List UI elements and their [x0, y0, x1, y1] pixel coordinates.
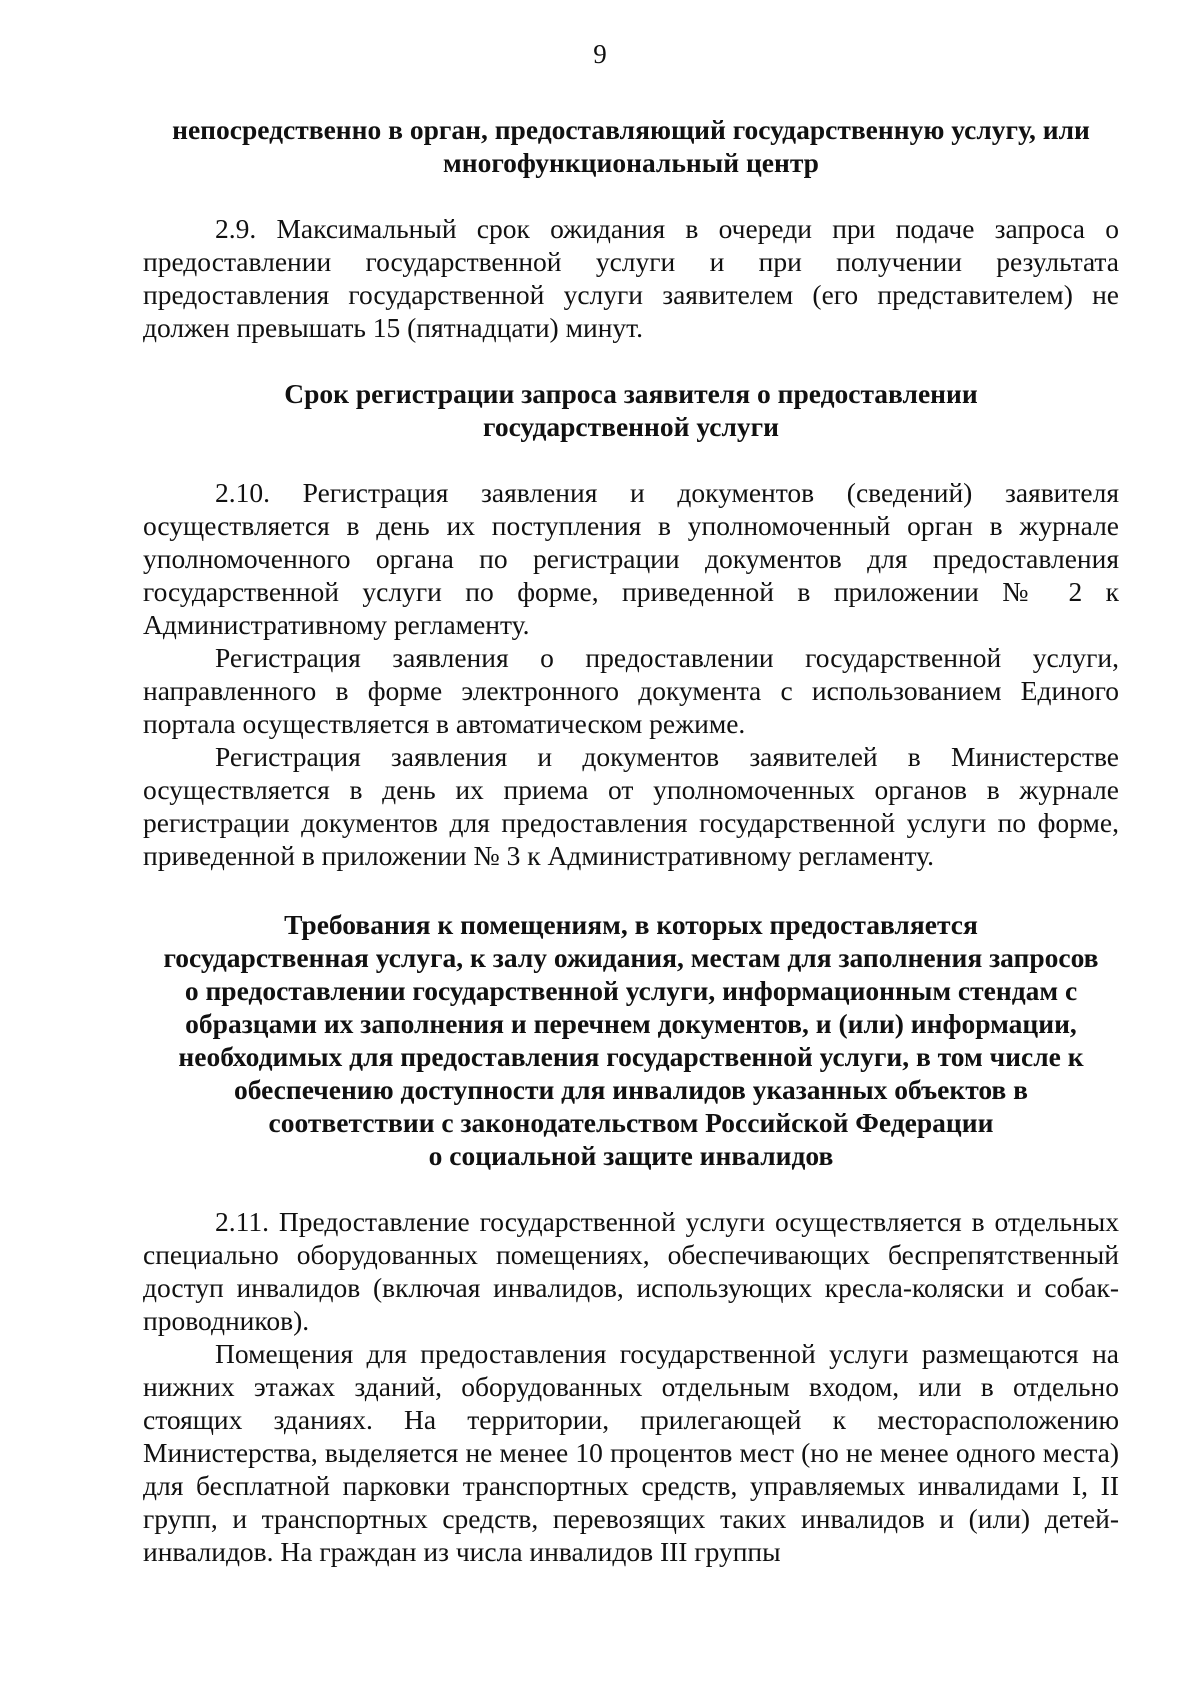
- paragraph-2-9: 2.9. Максимальный срок ожидания в очереди при подаче запроса о предоставлении государственной услуги и при получении результата предоставления государственной услуги заявителем (его представителем) не должен превышать 15 (пятнадцати) минут.: [143, 213, 1119, 343]
- heading-line: о социальной защите инвалидов: [428, 1140, 834, 1171]
- heading-line: непосредственно в орган, предоставляющий государственную услугу, или: [172, 114, 1090, 145]
- heading-registration-term: [143, 377, 1119, 443]
- heading-line: о предоставлении государственной услуги, информационным стендам с: [184, 975, 1078, 1006]
- heading-line: Требования к помещениям, в которых предоставляется: [284, 909, 978, 940]
- heading-premises-requirements: [143, 908, 1119, 1172]
- page-number: 9: [593, 39, 607, 69]
- heading-line: государственной услуги: [483, 411, 779, 442]
- paragraph-premises-location: Помещения для предоставления государственной услуги размещаются на нижних этажах зданий, оборудованных отдельным входом, или в отдельно стоящих зданиях. На территории, прилегающей к месторасположению Министерства, выделяется не менее 10 процентов мест (но не менее одного места) для бесплатной парковки транспортных средств, управляемых инвалидами I, II групп, и транспортных средств, перевозящих таких инвалидов и (или) детей-инвалидов. На граждан из числа инвалидов III группы: [143, 1338, 1119, 1567]
- heading-line: необходимых для предоставления государственной услуги, в том числе к: [178, 1041, 1084, 1072]
- section-heading-tail: [143, 113, 1119, 179]
- heading-line: многофункциональный центр: [443, 147, 819, 178]
- heading-line: соответствии с законодательством Российской Федерации: [268, 1107, 994, 1138]
- heading-line: обеспечению доступности для инвалидов указанных объектов в: [234, 1074, 1028, 1105]
- heading-line: Срок регистрации запроса заявителя о предоставлении: [284, 378, 978, 409]
- heading-line: образцами их заполнения и перечнем документов, и (или) информации,: [185, 1008, 1077, 1039]
- paragraph-ministry-registration: Регистрация заявления и документов заявителей в Министерстве осуществляется в день их приема от уполномоченных органов в журнале регистрации документов для предоставления государственной услуги по форме, приведенной в приложении № 3 к Административному регламенту.: [143, 741, 1119, 871]
- heading-line: государственная услуга, к залу ожидания, местам для заполнения запросов: [163, 942, 1099, 973]
- paragraph-electronic-registration: Регистрация заявления о предоставлении государственной услуги, направленного в форме электронного документа с использованием Единого портала осуществляется в автоматическом режиме.: [143, 642, 1119, 739]
- page-content: [143, 113, 1119, 1568]
- paragraph-2-10: 2.10. Регистрация заявления и документов (сведений) заявителя осуществляется в день их поступления в уполномоченный орган в журнале уполномоченного органа по регистрации документов для предоставления государственной услуги по форме, приведенной в приложении № 2 к Административному регламенту.: [143, 477, 1119, 640]
- paragraph-2-11: 2.11. Предоставление государственной услуги осуществляется в отдельных специально оборудованных помещениях, обеспечивающих беспрепятственный доступ инвалидов (включая инвалидов, использующих кресла-коляски и собак-проводников).: [143, 1206, 1119, 1336]
